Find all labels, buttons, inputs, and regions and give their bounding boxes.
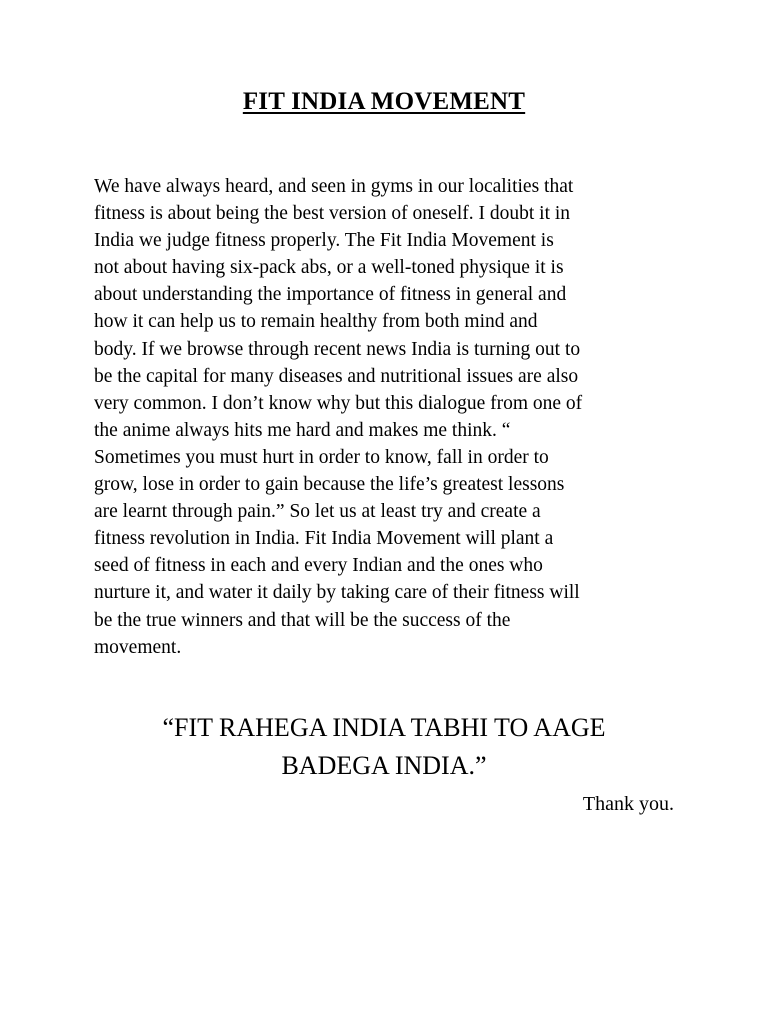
slogan-quote: [0, 709, 768, 785]
body-paragraph: [94, 173, 674, 661]
body-line: movement.: [94, 636, 182, 658]
body-line: nurture it, and water it daily by taking care of their fitness will: [94, 582, 580, 604]
slogan-line: “FIT RAHEGA INDIA TABHI TO AAGE: [162, 713, 606, 742]
body-line: be the capital for many diseases and nutritional issues are also: [94, 365, 579, 387]
document-title: FIT INDIA MOVEMENT: [242, 88, 526, 115]
body-line: how it can help us to remain healthy from both mind and: [94, 311, 538, 333]
body-line: be the true winners and that will be the success of the: [94, 609, 511, 631]
body-line: fitness is about being the best version of oneself. I doubt it in: [94, 203, 571, 225]
body-line: very common. I don’t know why but this dialogue from one of: [94, 392, 583, 414]
body-line: are learnt through pain.” So let us at least try and create a: [94, 501, 541, 523]
body-line: fitness revolution in India. Fit India Movement will plant a: [94, 528, 554, 550]
body-line: We have always heard, and seen in gyms in our localities that: [94, 176, 574, 197]
body-line: Sometimes you must hurt in order to know, fall in order to: [94, 446, 549, 468]
closing-text: Thank you.: [582, 793, 674, 815]
body-line: seed of fitness in each and every Indian and the ones who: [94, 555, 543, 577]
body-line: grow, lose in order to gain because the life’s greatest lessons: [94, 474, 565, 496]
body-line: the anime always hits me hard and makes me think. “: [94, 419, 511, 441]
body-line: body. If we browse through recent news India is turning out to: [94, 338, 581, 360]
body-line: India we judge fitness properly. The Fit India Movement is: [94, 230, 554, 252]
slogan-line: BADEGA INDIA.”: [281, 751, 487, 780]
body-line: not about having six-pack abs, or a well-toned physique it is: [94, 257, 564, 279]
body-line: about understanding the importance of fitness in general and: [94, 284, 567, 306]
